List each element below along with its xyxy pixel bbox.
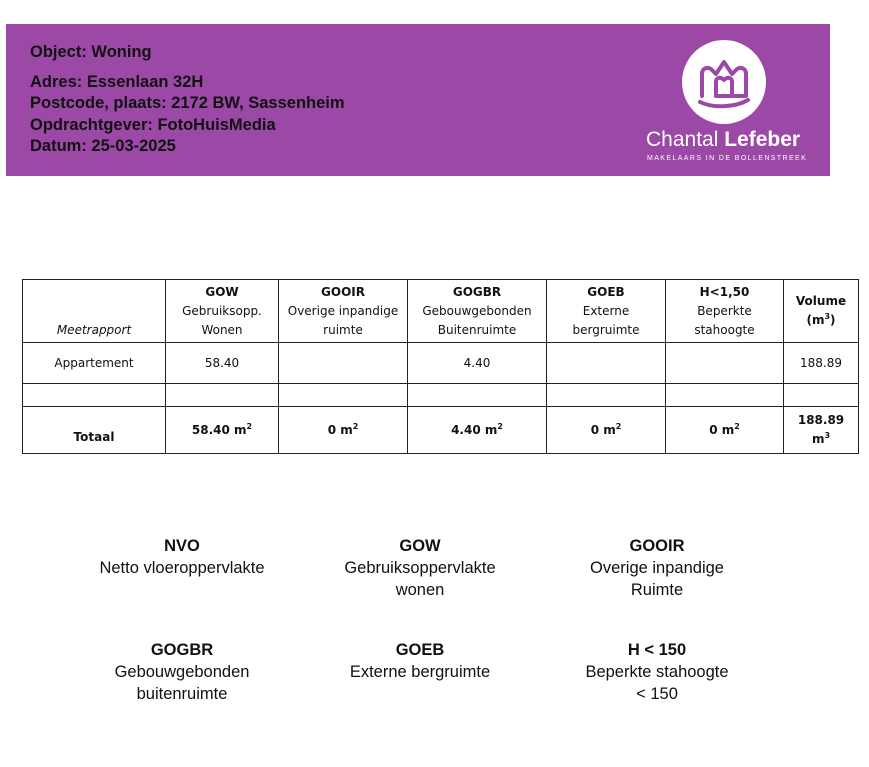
legend-desc: Gebouwgebonden: [114, 663, 250, 681]
brand-first: Chantal: [646, 128, 725, 151]
legend-item: [82, 639, 282, 705]
table-empty-row: [23, 384, 859, 407]
legend-item: [320, 535, 520, 601]
postcode-line: Postcode, plaats: 2172 BW, Sassenheim: [30, 94, 345, 112]
total-cell: 0 $m^2$: [547, 407, 666, 454]
total-label: Totaal: [23, 407, 166, 454]
legend-code: GOGBR: [150, 641, 214, 659]
total-cell: 188.89 $m^3$: [784, 407, 859, 454]
table-header-row: [23, 280, 859, 343]
brand-name: [646, 128, 816, 152]
legend-desc: < 150: [636, 685, 678, 703]
legend-code: H < 150: [627, 641, 687, 659]
legend-code: GOOIR: [629, 537, 685, 555]
legend-desc: Externe bergruimte: [349, 663, 491, 681]
column-header: GOEB Externe bergruimte: [547, 280, 666, 343]
address-line: Adres: Essenlaan 32H: [30, 72, 204, 91]
table-cell: [666, 384, 784, 407]
total-cell: 4.40 $m^2$: [408, 407, 547, 454]
object-line: Object: Woning: [30, 43, 152, 61]
table-cell: [23, 384, 166, 407]
table-cell: [547, 384, 666, 407]
table-cell: [279, 343, 408, 384]
table-cell: [784, 384, 859, 407]
legend-desc: buitenruimte: [136, 685, 228, 703]
legend-item: [557, 535, 757, 601]
row-label: Appartement: [23, 343, 166, 384]
column-header: GOOIR Overige inpandige ruimte: [279, 280, 408, 343]
legend-code: GOW: [399, 537, 441, 555]
table-cell: [166, 384, 279, 407]
table-row: [23, 343, 859, 384]
column-header: GOGBR Gebouwgebonden Buitenruimte: [408, 280, 547, 343]
table-cell: 188.89: [784, 343, 859, 384]
legend-desc: Gebruiksoppervlakte: [344, 559, 496, 577]
table-cell: [547, 343, 666, 384]
column-header: H<1,50 Beperkte stahoogte: [666, 280, 784, 343]
logo-circle: [682, 40, 766, 124]
object-info: [30, 42, 345, 158]
date-line: Datum: 25-03-2025: [30, 137, 176, 155]
volume-header: Volume $(m^3)$: [784, 280, 859, 343]
legend-code: NVO: [164, 537, 200, 555]
table-cell: [666, 343, 784, 384]
company-logo: [646, 38, 816, 168]
total-cell: 0 $m^2$: [666, 407, 784, 454]
table-cell: 4.40: [408, 343, 547, 384]
legend-desc: Netto vloeroppervlakte: [99, 559, 265, 577]
table-cell: [279, 384, 408, 407]
table-total-row: [23, 407, 859, 454]
table-cell: [408, 384, 547, 407]
legend-item: [320, 639, 520, 683]
header-banner: [6, 24, 830, 176]
legend-desc: Ruimte: [630, 581, 684, 599]
client-line: Opdrachtgever: FotoHuisMedia: [30, 115, 276, 134]
legend-desc: Overige inpandige: [590, 559, 724, 577]
legend-item: [557, 639, 757, 705]
legend-code: GOEB: [395, 641, 445, 659]
total-cell: 0 $m^2$: [279, 407, 408, 454]
column-header: GOW Gebruiksopp. Wonen: [166, 280, 279, 343]
brand-tagline: MAKELAARS IN DE BOLLENSTREEK: [647, 155, 808, 162]
total-cell: 58.40 $m^2$: [166, 407, 279, 454]
brand-last: Lefeber: [724, 128, 801, 151]
legend-desc: wonen: [395, 581, 445, 599]
table-corner-label: Meetrapport: [23, 280, 166, 343]
table-cell: 58.40: [166, 343, 279, 384]
legend-item: [82, 535, 282, 579]
tulip-house-icon: [682, 40, 766, 124]
legend-desc: Beperkte stahoogte: [585, 663, 729, 681]
measurement-table: [22, 279, 859, 454]
